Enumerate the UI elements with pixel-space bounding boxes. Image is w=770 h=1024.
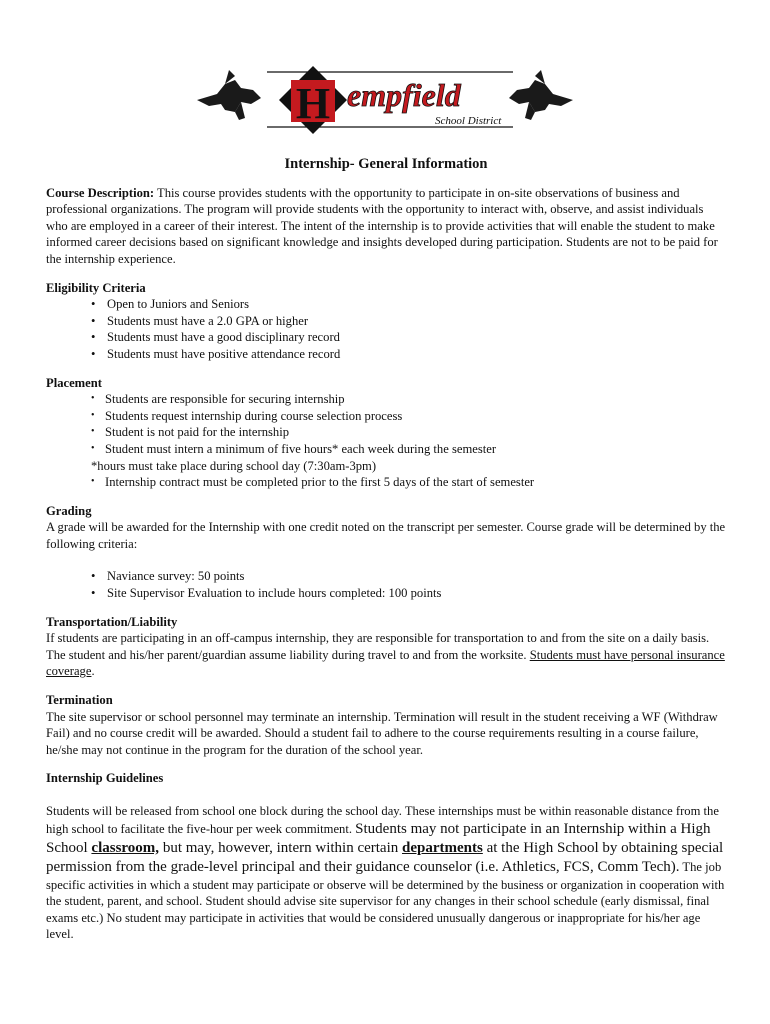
insurance-requirement: Students must have personal insurance coverage — [46, 647, 725, 679]
list-item: • Site Supervisor Evaluation to include hours completed: 100 points — [91, 585, 726, 602]
transport-text — [46, 630, 726, 680]
list-item: • Students are responsible for securing internship — [91, 391, 726, 408]
transport-body: If students are participating in an off-campus internship, they are responsible for transportation to and from the site on a daily basis. The student and his/her parent/guardian assume liability during travel to and from the worksite. — [46, 631, 710, 662]
list-item: • Internship contract must be completed prior to the first 5 days of the start of semester — [91, 474, 726, 491]
document-body — [46, 156, 726, 943]
list-item: • Students request internship during course selection process — [91, 408, 726, 425]
page-title: Internship- General Information — [284, 156, 488, 172]
list-item: • Naviance survey: 50 points — [91, 568, 726, 585]
list-item: • Student must intern a minimum of five hours* each week during the semester — [91, 441, 726, 458]
grading-section — [46, 503, 726, 602]
grading-list — [46, 568, 726, 601]
grading-text: A grade will be awarded for the Internship with one credit noted on the transcript per semester. Course grade will be determined by the following criteria: — [46, 520, 726, 551]
guidelines-text — [46, 803, 726, 943]
guidelines-heading: Internship Guidelines — [46, 771, 164, 786]
termination-section — [46, 692, 726, 758]
placement-section — [46, 375, 726, 491]
placement-list — [46, 391, 726, 457]
eligibility-heading: Eligibility Criteria — [46, 280, 146, 295]
logo-subtitle: School District — [435, 115, 502, 127]
transport-section — [46, 614, 726, 680]
list-item: • Open to Juniors and Seniors — [91, 296, 726, 313]
list-item: • Student is not paid for the internship — [91, 424, 726, 441]
right-knight-icon — [509, 70, 573, 120]
hempfield-logo — [195, 60, 575, 138]
guidelines-part-5: The job specific activities in which a student may participate or observe will be determined by the business or organization in cooperation with the student, parent, and school. Student should advise site supervisor for any changes in their school schedule (early dismissal, final exams etc.) No student may participate in activities that would be considered unusually dangerous or inappropriate for his/her age level. — [46, 859, 725, 942]
list-item: • Students must have positive attendance record — [91, 346, 726, 363]
guidelines-part-3: but may, however, intern within certain — [159, 839, 402, 856]
list-item: • Students must have a good disciplinary record — [91, 329, 726, 346]
transport-heading: Transportation/Liability — [46, 614, 178, 629]
guidelines-part-2: Students may not participate in an Internship within a High School — [46, 820, 711, 856]
termination-heading: Termination — [46, 693, 113, 708]
course-text: This course provides students with the opportunity to participate in on-site observations of business and professional organizations. The program will provide students with the opportunity to interact with, observe, and assist individuals who are employed in a career of their interest. The intent of the internship is to provide activities that will enable the student to make informed career decisions based on significant knowledge and insights developed during participation. Students are not to be paid for the internship experience. — [46, 185, 718, 266]
logo-initial: H — [295, 79, 331, 128]
departments-emphasis: departments — [402, 839, 483, 856]
transport-end: . — [91, 664, 95, 679]
course-description — [46, 185, 726, 268]
guidelines-part-1: Students will be released from school one block during the school day. These internships must be within reasonable distance from the high school to facilitate the five-hour per week commitment. — [46, 804, 719, 836]
hours-note: *hours must take place during school day (7:30am-3pm) — [91, 458, 377, 473]
left-knight-icon — [197, 70, 261, 120]
course-label: Course Description: — [46, 185, 155, 200]
termination-text: The site supervisor or school personnel may terminate an internship. Termination will result in the student receiving a WF (Withdraw Fail) and no course credit will be awarded. Should a student fail to adhere to the course requirements resulting in a course failure, he/she may not continue in the program for the duration of the school year. — [46, 709, 718, 757]
guidelines-section — [46, 770, 726, 943]
list-item: • Students must have a 2.0 GPA or higher — [91, 313, 726, 330]
classroom-emphasis: classroom, — [91, 839, 160, 856]
logo-wordmark: empfield — [347, 77, 461, 113]
grading-heading: Grading — [46, 503, 92, 518]
placement-list-end — [46, 474, 726, 491]
eligibility-list — [46, 296, 726, 362]
guidelines-part-4: at the High School by obtaining special permission from the grade-level principal and their guidance counselor (i.e. Athletics, FCS, Comm Tech). — [46, 839, 724, 875]
eligibility-section — [46, 280, 726, 363]
placement-heading: Placement — [46, 375, 102, 390]
